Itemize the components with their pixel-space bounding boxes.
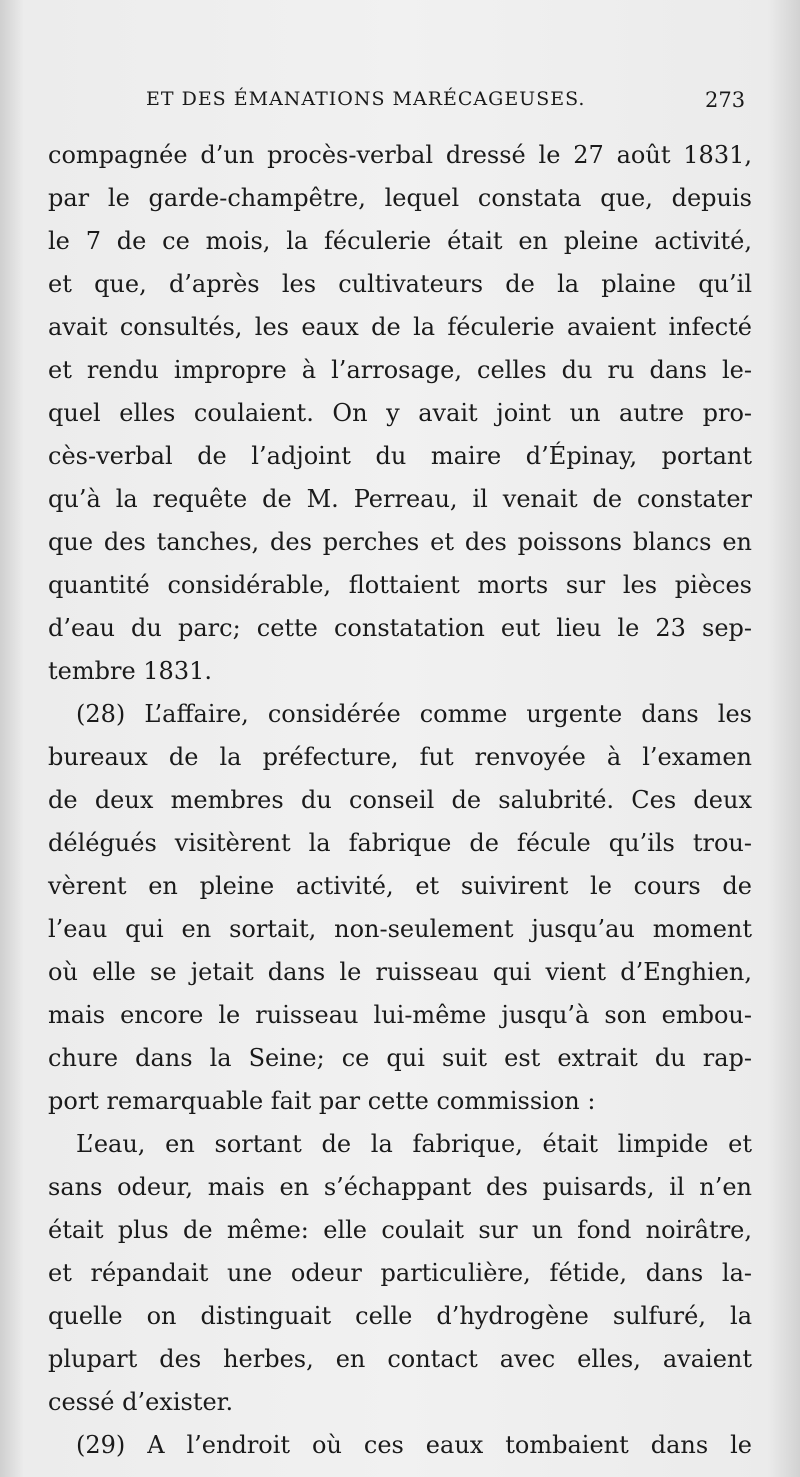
running-title: ET DES ÉMANATIONS MARÉCAGEUSES. [146,88,586,110]
text-line: par le garde-champêtre, lequel constata que, depuis [48,184,752,212]
text-line: tembre 1831. [48,657,212,685]
text-line: était plus de même: elle coulait sur un fond noirâtre, [48,1216,752,1244]
text-line: cès-verbal de l’adjoint du maire d’Épinay, portant [48,442,752,470]
text-line: vèrent en pleine activité, et suivirent le cours de [48,872,752,900]
text-line: quelle on distinguait celle d’hydrogène sulfuré, la [48,1302,752,1330]
text-line: le 7 de ce mois, la féculerie était en pleine activité, [48,227,752,255]
text-line: qu’à la requête de M. Perreau, il venait de constater [48,485,752,513]
text-line: sans odeur, mais en s’échappant des puisards, il n’en [48,1173,752,1201]
text-line: plupart des herbes, en contact avec elles, avaient [48,1345,752,1373]
text-line: cessé d’exister. [48,1388,234,1416]
text-line: bureaux de la préfecture, fut renvoyée à l’examen [48,743,752,771]
text-line: quantité considérable, flottaient morts sur les pièces [48,571,752,599]
text-line: quel elles coulaient. On y avait joint un autre pro- [48,399,752,427]
text-line: délégués visitèrent la fabrique de fécule qu’ils trou- [48,829,752,857]
text-line: mais encore le ruisseau lui-même jusqu’à son embou- [48,1001,752,1029]
text-line: et que, d’après les cultivateurs de la plaine qu’il [48,270,752,298]
text-line: l’eau qui en sortait, non-seulement jusqu’au moment [48,915,752,943]
text-line: que des tanches, des perches et des poissons blancs en [48,528,752,556]
text-line: port remarquable fait par cette commission : [48,1087,596,1115]
text-line: compagnée d’un procès-verbal dressé le 27 août 1831, [48,141,752,169]
text-line: où elle se jetait dans le ruisseau qui vient d’Enghien, [48,958,752,986]
text-line: d’eau du parc; cette constatation eut lieu le 23 sep- [48,614,752,642]
text-line: chure dans la Seine; ce qui suit est extrait du rap- [48,1044,752,1072]
page-number: 273 [705,88,746,112]
text-line: de deux membres du conseil de salubrité. Ces deux [48,786,752,814]
quoted-paragraph-start: L’eau, en sortant de la fabrique, était limpide et [76,1130,752,1158]
text-line: et répandait une odeur particulière, fétide, dans la- [48,1259,752,1287]
paragraph-29-start: (29) A l’endroit où ces eaux tombaient dans le [76,1431,752,1459]
paragraph-28-start: (28) L’affaire, considérée comme urgente dans les [76,700,752,728]
text-line: et rendu impropre à l’arrosage, celles du ru dans le- [48,356,752,384]
text-line: avait consultés, les eaux de la féculerie avaient infecté [48,313,752,341]
